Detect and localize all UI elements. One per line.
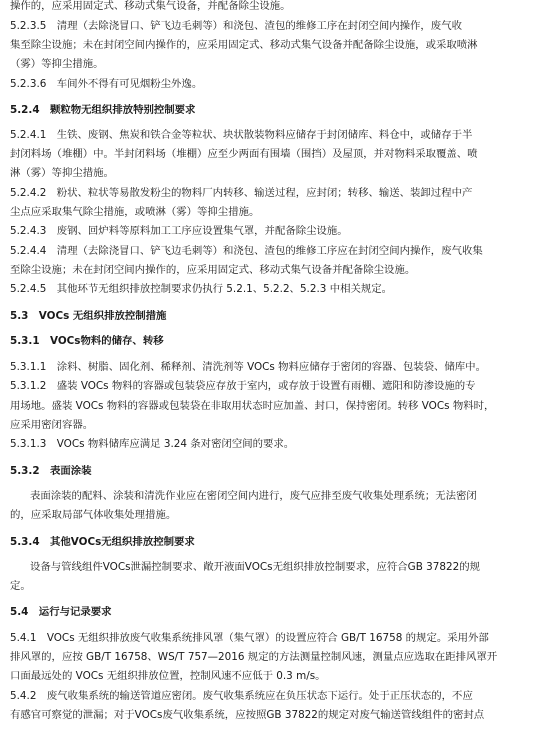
body-text-line: 集至除尘设施；未在封闭空间内操作的，应采用固定式、移动式集气设备并配备除尘设施，或采取喷淋 bbox=[10, 39, 478, 51]
body-text-line: 设备与管线组件VOCs泄漏控制要求、敞开液面VOCs无组织排放控制要求，应符合GB 37822的规 bbox=[30, 561, 480, 573]
body-text-line: （雾）等抑尘措施。 bbox=[10, 58, 104, 70]
body-text-line: 用场地。盛装 VOCs 物料的容器或包装袋在非取用状态时应加盖、封口，保持密闭。转移 VOCs 物料时， bbox=[10, 400, 495, 412]
clause-5-2-4-3: 5.2.4.3 废钢、回炉料等原料加工工序应设置集气罩，并配备除尘设施。 bbox=[10, 225, 348, 237]
section-heading-5-2-4: 5.2.4 颗粒物无组织排放特别控制要求 bbox=[10, 104, 196, 116]
clause-5-4-2: 5.4.2 废气收集系统的输送管道应密闭。废气收集系统应在负压状态下运行。处于正压状态的，不应 bbox=[10, 690, 473, 702]
clause-5-3-1-1: 5.3.1.1 涂料、树脂、固化剂、稀释剂、清洗剂等 VOCs 物料应储存于密闭的容器、包装袋、储库中。 bbox=[10, 361, 486, 373]
clause-5-4-1: 5.4.1 VOCs 无组织排放废气收集系统排风罩（集气罩）的设置应符合 GB/T 16758 的规定。采用外部 bbox=[10, 632, 489, 644]
section-heading-5-3-4: 5.3.4 其他VOCs无组织排放控制要求 bbox=[10, 536, 195, 548]
body-text-line: 定。 bbox=[10, 580, 31, 592]
body-text-line: 尘点应采取集气除尘措施，或喷淋（雾）等抑尘措施。 bbox=[10, 206, 260, 218]
body-text-line: 排风罩的，应按 GB/T 16758、WS/T 757—2016 规定的方法测量控制风速，测量点应选取在距排风罩开 bbox=[10, 651, 498, 663]
section-heading-5-3-2: 5.3.2 表面涂装 bbox=[10, 465, 92, 477]
clause-5-3-1-3: 5.3.1.3 VOCs 物料储库应满足 3.24 条对密闭空间的要求。 bbox=[10, 438, 295, 450]
section-heading-5-3: 5.3 VOCs 无组织排放控制措施 bbox=[10, 310, 167, 322]
body-text-line: 至除尘设施；未在封闭空间内操作的，应采用固定式、移动式集气设备并配备除尘设施。 bbox=[10, 264, 416, 276]
body-text-line: 口面最远处的 VOCs 无组织排放位置，控制风速不应低于 0.3 m/s。 bbox=[10, 670, 326, 682]
section-heading-5-4: 5.4 运行与记录要求 bbox=[10, 606, 112, 618]
section-heading-5-3-1: 5.3.1 VOCs物料的储存、转移 bbox=[10, 335, 164, 347]
clause-5-2-3-5: 5.2.3.5 清理（去除浇冒口、铲飞边毛刺等）和浇包、渣包的维修工序在封闭空间内操作，废气收 bbox=[10, 20, 462, 32]
clause-5-2-4-5: 5.2.4.5 其他环节无组织排放控制要求仍执行 5.2.1、5.2.2、5.2.3 中相关规定。 bbox=[10, 283, 393, 295]
body-text-line: 应采用密闭容器。 bbox=[10, 419, 94, 431]
body-text-line: 的，应采取局部气体收集处理措施。 bbox=[10, 509, 177, 521]
clause-5-3-1-2: 5.3.1.2 盛装 VOCs 物料的容器或包装袋应存放于室内，或存放于设置有雨棚、遮阳和防渗设施的专 bbox=[10, 380, 476, 392]
clause-5-2-4-4: 5.2.4.4 清理（去除浇冒口、铲飞边毛刺等）和浇包、渣包的维修工序应在封闭空间内操作，废气收集 bbox=[10, 245, 483, 257]
clause-5-2-4-2: 5.2.4.2 粉状、粒状等易散发粉尘的物料厂内转移、输送过程，应封闭；转移、输送、装卸过程中产 bbox=[10, 187, 473, 199]
body-text-line: 淋（雾）等抑尘措施。 bbox=[10, 167, 114, 179]
clause-5-2-4-1: 5.2.4.1 生铁、废钢、焦炭和铁合金等粒状、块状散装物料应储存于封闭储库、料仓中，或储存于半 bbox=[10, 129, 473, 141]
body-text-line: 有感官可察觉的泄漏；对于VOCs废气收集系统，应按照GB 37822的规定对废气输送管线组件的密封点 bbox=[10, 709, 485, 721]
clause-5-2-3-6: 5.2.3.6 车间外不得有可见烟粉尘外逸。 bbox=[10, 78, 203, 90]
body-text-line: 操作的，应采用固定式、移动式集气设备，并配备除尘设施。 bbox=[10, 0, 291, 12]
body-text-line: 表面涂装的配料、涂装和清洗作业应在密闭空间内进行，废气应排至废气收集处理系统；无法密闭 bbox=[30, 490, 477, 502]
body-text-line: 封闭料场（堆棚）中。半封闭料场（堆棚）应至少两面有围墙（围挡）及屋顶，并对物料采取覆盖、喷 bbox=[10, 148, 478, 160]
